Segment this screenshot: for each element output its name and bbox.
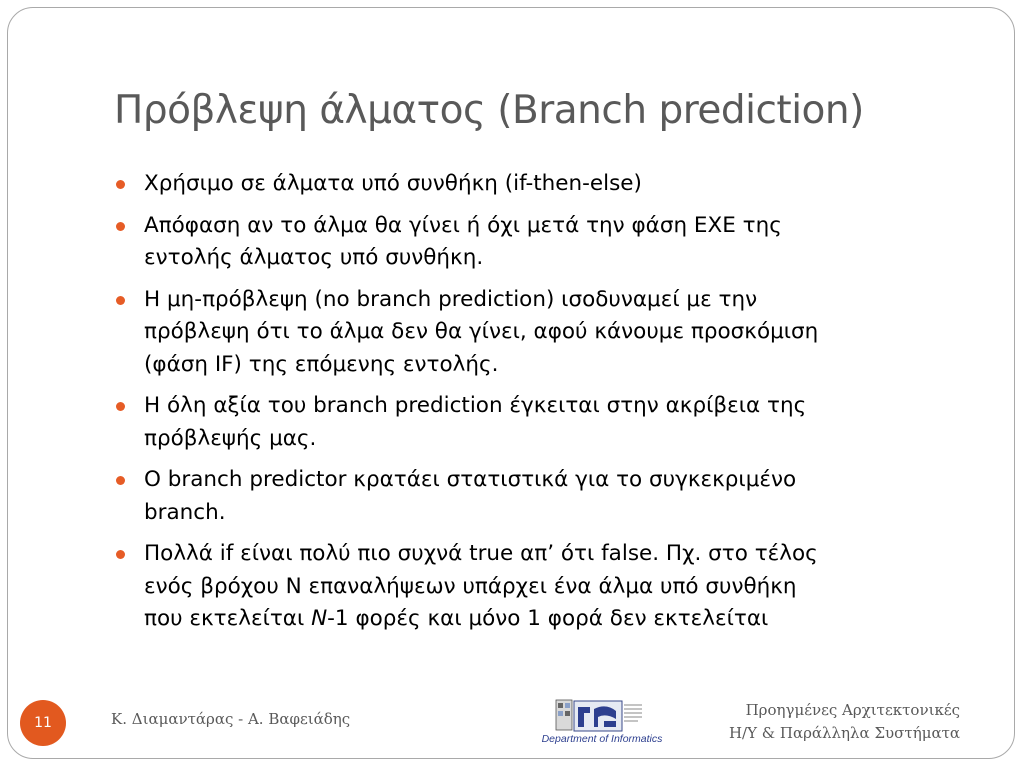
bullet-item xyxy=(114,464,974,529)
bullet-line: Η όλη αξία του branch prediction έγκειται στην ακρίβεια της xyxy=(144,393,807,418)
bullet-line: ενός βρόχου Ν επαναλήψεων υπάρχει ένα άλμα υπό συνθήκη xyxy=(144,573,797,599)
bullet-icon xyxy=(116,550,125,559)
bullet-line: Χρήσιμο σε άλματα υπό συνθήκη (if-then-else) xyxy=(144,171,642,196)
text-segment: -1 φορές και μόνο 1 φορά δεν εκτελείται xyxy=(327,606,769,631)
footer-course-line1: Προηγμένες Αρχιτεκτονικές xyxy=(745,701,960,719)
department-logo-icon xyxy=(524,697,680,745)
bullet-list xyxy=(114,168,974,645)
page-number: 11 xyxy=(34,715,52,731)
text-segment: που εκτελείται xyxy=(144,606,312,631)
bullet-item xyxy=(114,390,974,455)
bullet-line: εντολής άλματος υπό συνθήκη. xyxy=(144,245,484,270)
bullet-item xyxy=(114,284,974,382)
bullet-line: branch. xyxy=(144,499,226,525)
bullet-icon xyxy=(116,402,125,411)
page-number-badge xyxy=(20,700,66,746)
footer-authors: Κ. Διαμαντάρας - Α. Βαφειάδης xyxy=(111,710,351,728)
bullet-icon xyxy=(116,296,125,305)
footer-course xyxy=(729,699,960,745)
bullet-line-last xyxy=(144,603,974,636)
bullet-item xyxy=(114,168,974,201)
bullet-line: πρόβλεψη ότι το άλμα δεν θα γίνει, αφού κάνουμε προσκόμιση xyxy=(144,319,819,344)
bullet-line: O branch predictor κρατάει στατιστικά για το συγκεκριμένο xyxy=(144,467,797,492)
slide-title: Πρόβλεψη άλματος (Branch prediction) xyxy=(114,88,864,133)
footer-course-line2: Η/Υ & Παράλληλα Συστήματα xyxy=(728,724,960,742)
bullet-line: πρόβλεψής μας. xyxy=(144,425,317,451)
bullet-line: (φάση IF) της επόμενης εντολής. xyxy=(144,351,499,377)
bullet-item xyxy=(114,538,974,636)
italic-variable: N xyxy=(311,606,328,631)
bullet-line: Απόφαση αν το άλμα θα γίνει ή όχι μετά την φάση EXE της xyxy=(144,212,782,238)
bullet-line: Η μη-πρόβλεψη (no branch prediction) ισοδυναμεί με την xyxy=(144,286,758,312)
logo-text: Department of Informatics xyxy=(541,733,663,745)
bullet-item xyxy=(114,210,974,275)
bullet-icon xyxy=(116,180,125,189)
bullet-line: Πολλά if είναι πολύ πιο συχνά true απ’ ότι false. Πχ. στο τέλος xyxy=(144,541,818,566)
bullet-icon xyxy=(116,222,125,231)
bullet-icon xyxy=(116,476,125,485)
